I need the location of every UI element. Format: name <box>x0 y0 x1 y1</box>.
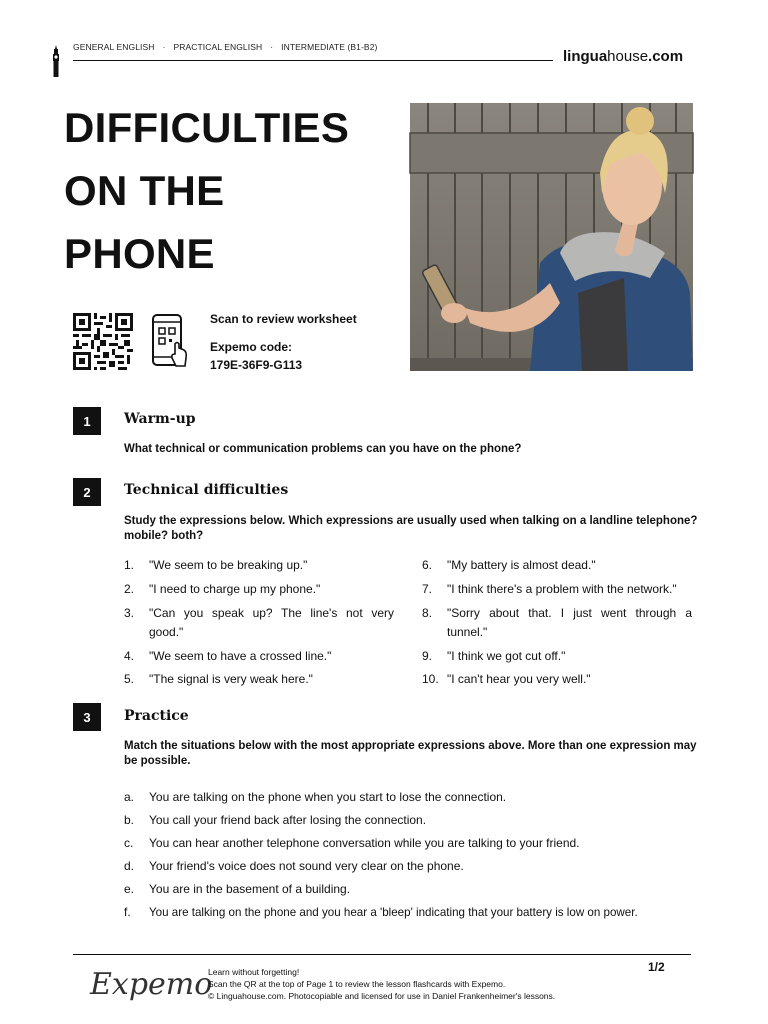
item-text: You are in the basement of a building. <box>149 882 351 896</box>
list-item <box>422 670 692 689</box>
category-general-english: GENERAL ENGLISH <box>73 42 155 52</box>
brand-suffix: .com <box>648 48 684 65</box>
category-level: INTERMEDIATE (B1-B2) <box>281 42 378 52</box>
item-text: You can hear another telephone conversation while you are talking to your friend. <box>149 836 580 850</box>
item-number: 2. <box>124 582 135 596</box>
section-3-instruction: Match the situations below with the most appropriate expressions above. More than one expression may be possible. <box>124 740 697 767</box>
item-text: You are talking on the phone and you hear a 'bleep' indicating that your battery is low on power. <box>149 906 638 919</box>
item-number: 8. <box>422 606 433 620</box>
item-text: "We seem to be breaking up." <box>149 558 308 572</box>
page-number: 1/2 <box>648 960 665 974</box>
item-text: "My battery is almost dead." <box>447 558 596 572</box>
item-letter: a. <box>124 790 135 804</box>
list-item <box>124 880 699 899</box>
item-number: 10. <box>422 672 439 686</box>
separator: · <box>162 42 166 52</box>
item-number: 1. <box>124 558 135 572</box>
section-2-title: Technical difficulties <box>124 482 289 498</box>
brand-logo[interactable] <box>563 48 683 65</box>
section-3-title: Practice <box>124 708 189 724</box>
list-item <box>124 811 699 830</box>
item-number: 7. <box>422 582 433 596</box>
page-title <box>64 96 394 285</box>
footer-line-3: © Linguahouse.com. Photocopiable and licensed for use in Daniel Frankenheimer's lessons. <box>208 991 556 1001</box>
list-item <box>124 903 699 922</box>
list-item <box>124 788 699 807</box>
list-item <box>124 556 394 575</box>
item-text: Your friend's voice does not sound very clear on the phone. <box>149 859 464 873</box>
section-1-number: 1 <box>73 407 101 435</box>
footer-line-2: Scan the QR at the top of Page 1 to review the lesson flashcards with Expemo. <box>208 979 506 989</box>
item-letter: c. <box>124 836 134 850</box>
scan-label: Scan to review worksheet <box>210 312 357 326</box>
item-text: You are talking on the phone when you start to lose the connection. <box>149 790 507 804</box>
list-item <box>422 580 692 599</box>
item-letter: b. <box>124 813 135 827</box>
expemo-logo-text: Expemo <box>90 967 213 1002</box>
item-text: "I need to charge up my phone." <box>149 582 321 596</box>
item-letter: f. <box>124 905 131 919</box>
item-text: "I think there's a problem with the network." <box>447 582 677 596</box>
footer-rule <box>73 954 691 955</box>
qr-code-icon[interactable] <box>73 313 133 370</box>
item-text: "I can't hear you very well." <box>447 672 591 686</box>
list-item <box>124 857 699 876</box>
item-text: "Can you speak up? The line's not very good." <box>149 606 394 639</box>
title-line-2: ON THE <box>64 167 225 214</box>
expemo-code-value: 179E-36F9-G113 <box>210 358 303 372</box>
list-item <box>422 556 692 575</box>
item-text: "We seem to have a crossed line." <box>149 649 332 663</box>
item-text: "I think we got cut off." <box>447 649 566 663</box>
item-text: You call your friend back after losing the connection. <box>149 813 427 827</box>
category-practical-english: PRACTICAL ENGLISH <box>173 42 263 52</box>
item-number: 4. <box>124 649 135 663</box>
section-3-number: 3 <box>73 703 101 731</box>
list-item <box>124 834 699 853</box>
separator: · <box>270 42 274 52</box>
list-item <box>124 580 394 599</box>
section-2-instruction: Study the expressions below. Which expressions are usually used when talking on a landline telephone? mobile? both? <box>124 515 698 542</box>
footer-text <box>208 966 555 1002</box>
woman-on-phone-photo <box>410 103 693 371</box>
phone-scan-icon <box>151 314 191 372</box>
item-text: "The signal is very weak here." <box>149 672 313 686</box>
header-rule <box>73 60 553 61</box>
list-item <box>124 604 394 642</box>
section-1-title: Warm-up <box>124 411 196 427</box>
header-categories <box>73 42 377 52</box>
brand-light: house <box>607 48 649 65</box>
footer-line-1: Learn without forgetting! <box>208 967 300 977</box>
section-1-instruction: What technical or communication problems can you have on the phone? <box>124 443 522 455</box>
item-text: "Sorry about that. I just went through a tunnel." <box>447 606 692 639</box>
item-number: 5. <box>124 672 135 686</box>
brand-bold: lingua <box>563 48 608 65</box>
section-2-number: 2 <box>73 478 101 506</box>
title-line-3: PHONE <box>64 230 215 277</box>
big-ben-logo-icon <box>50 45 62 77</box>
expemo-code-label: Expemo code: <box>210 340 293 354</box>
item-number: 6. <box>422 558 433 572</box>
list-item <box>124 647 394 666</box>
list-item <box>422 604 692 642</box>
list-item <box>124 670 394 689</box>
expemo-logo[interactable] <box>88 962 213 1008</box>
title-line-1: DIFFICULTIES <box>64 104 350 151</box>
list-item <box>422 647 692 666</box>
item-number: 9. <box>422 649 433 663</box>
item-letter: e. <box>124 882 135 896</box>
item-letter: d. <box>124 859 135 873</box>
item-number: 3. <box>124 606 135 620</box>
